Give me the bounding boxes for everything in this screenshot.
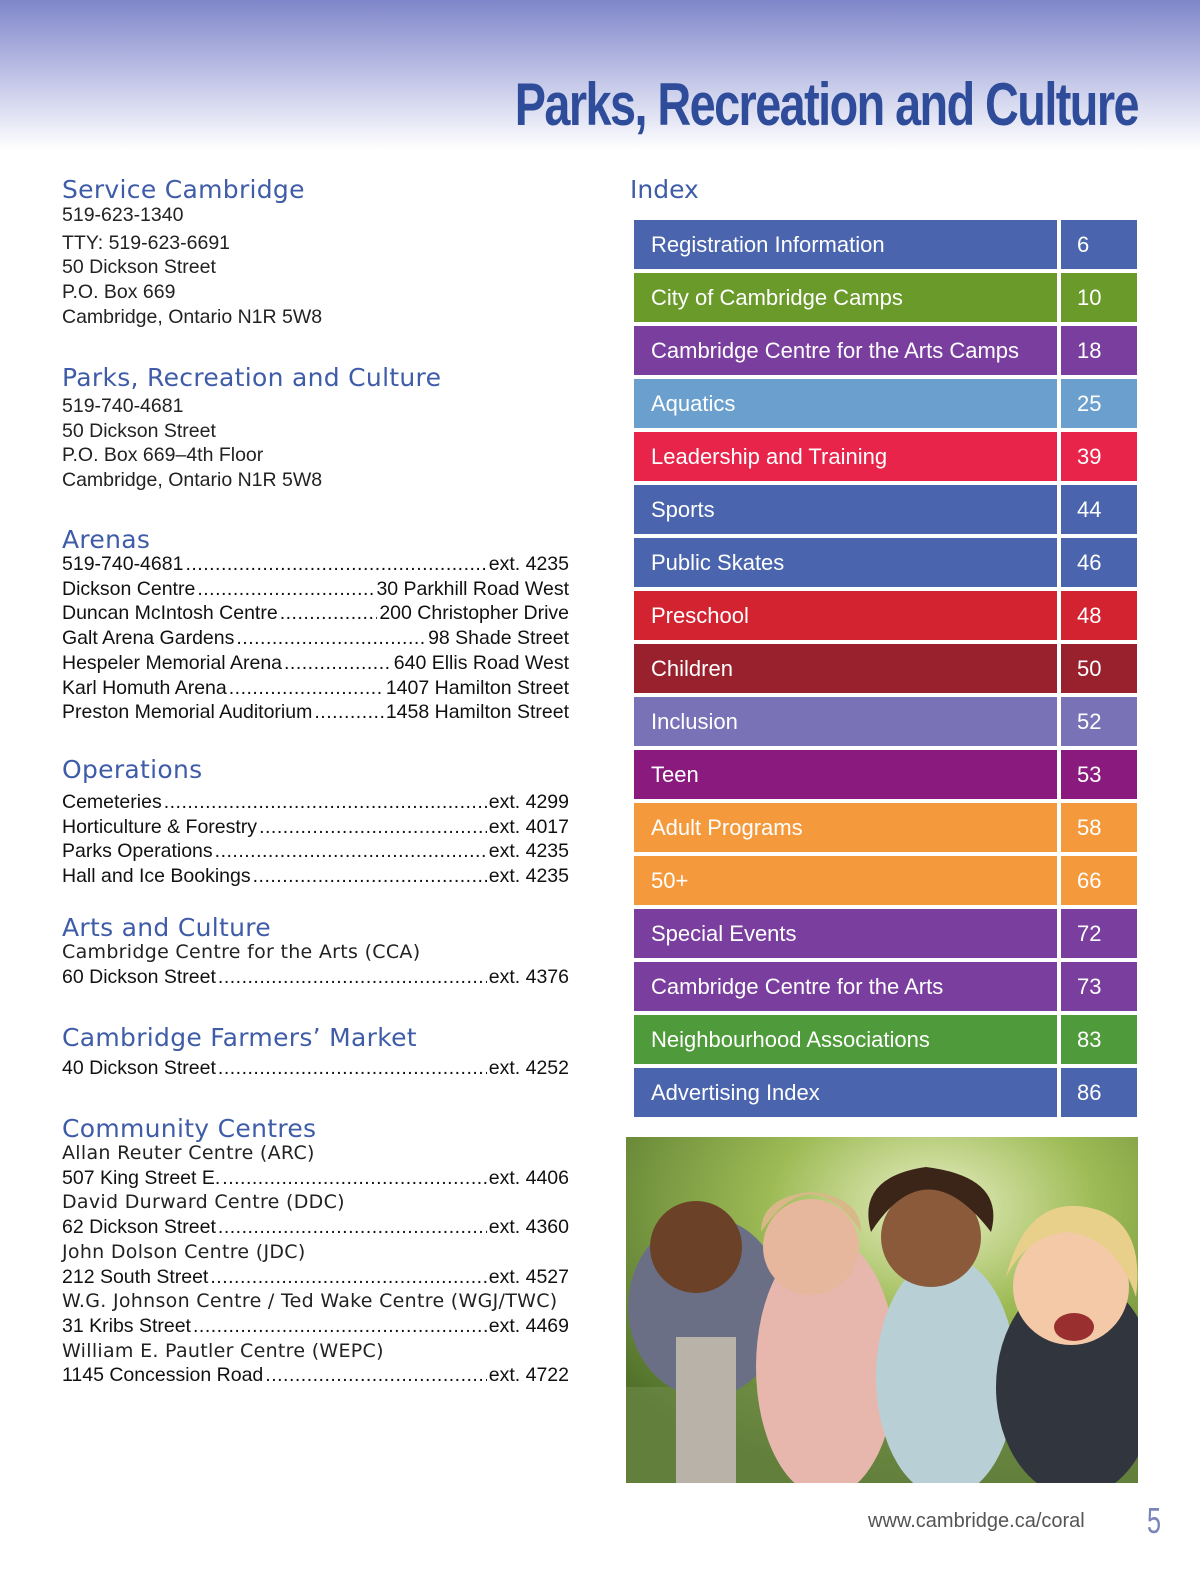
index-item-label: Sports — [634, 485, 1057, 534]
address-line: P.O. Box 669–4th Floor — [62, 444, 264, 467]
section-heading: Arts and Culture — [62, 913, 271, 942]
index-item[interactable] — [634, 803, 1137, 852]
index-item-page: 53 — [1061, 750, 1137, 799]
phone-number: 519-740-4681 — [62, 395, 184, 417]
address-line: 50 Dickson Street — [62, 256, 216, 279]
arts-culture-section — [62, 912, 569, 989]
arena-row: 519-740-4681 ..... ext. 4235 — [62, 552, 569, 577]
index-item-page: 46 — [1061, 538, 1137, 587]
index-item[interactable] — [634, 909, 1137, 958]
index-item-page: 50 — [1061, 644, 1137, 693]
index-item-label: Preschool — [634, 591, 1057, 640]
index-item-label: Public Skates — [634, 538, 1057, 587]
service-cambridge-section — [62, 174, 569, 330]
index-item-page: 10 — [1061, 273, 1137, 322]
section-heading: Community Centres — [62, 1114, 317, 1143]
index-item[interactable] — [634, 538, 1137, 587]
community-centres-section — [62, 1113, 569, 1388]
index-item[interactable] — [634, 644, 1137, 693]
index-item-page: 52 — [1061, 697, 1137, 746]
index-heading: Index — [630, 175, 699, 204]
index-item[interactable] — [634, 591, 1137, 640]
address-line: Cambridge, Ontario N1R 5W8 — [62, 469, 323, 492]
centre-name: David Durward Centre (DDC) — [62, 1191, 345, 1214]
index-item-label: Inclusion — [634, 697, 1057, 746]
index-item-page: 83 — [1061, 1015, 1137, 1064]
address-line: P.O. Box 669 — [62, 281, 176, 304]
index-item[interactable] — [634, 697, 1137, 746]
index-item-label: 50+ — [634, 856, 1057, 905]
parks-recreation-section — [62, 362, 569, 493]
index-item[interactable] — [634, 962, 1137, 1011]
website-url[interactable]: www.cambridge.ca/coral — [868, 1510, 1085, 1532]
index-item-label: Cambridge Centre for the Arts — [634, 962, 1057, 1011]
index-item-label: Adult Programs — [634, 803, 1057, 852]
arena-row: Galt Arena Gardens ..... 98 Shade Street — [62, 626, 569, 651]
section-heading: Arenas — [62, 525, 151, 554]
arenas-section — [62, 524, 569, 725]
index-item[interactable] — [634, 856, 1137, 905]
index-item[interactable] — [634, 485, 1137, 534]
section-heading: Parks, Recreation and Culture — [62, 363, 442, 392]
index-item[interactable] — [634, 1068, 1137, 1117]
index-item[interactable] — [634, 432, 1137, 481]
section-heading: Service Cambridge — [62, 175, 305, 204]
index-item[interactable] — [634, 326, 1137, 375]
centre-row: 507 King Street E. ..... ext. 4406 — [62, 1166, 569, 1191]
index-item[interactable] — [634, 750, 1137, 799]
centre-name: Allan Reuter Centre (ARC) — [62, 1142, 315, 1164]
index-item-page: 44 — [1061, 485, 1137, 534]
index-item-page: 66 — [1061, 856, 1137, 905]
operations-row: Parks Operations ..... ext. 4235 — [62, 839, 569, 864]
index-item-page: 58 — [1061, 803, 1137, 852]
centre-row: 212 South Street ..... ext. 4527 — [62, 1265, 569, 1290]
operations-row: Cemeteries ..... ext. 4299 — [62, 790, 569, 815]
operations-row: Hall and Ice Bookings ..... ext. 4235 — [62, 864, 569, 889]
arena-row: Preston Memorial Auditorium ..... 1458 Hamilton Street — [62, 700, 569, 725]
index-item-page: 6 — [1061, 220, 1137, 269]
operations-section — [62, 754, 569, 889]
index-item-page: 18 — [1061, 326, 1137, 375]
index-item-label: Special Events — [634, 909, 1057, 958]
address-line: 50 Dickson Street — [62, 419, 216, 442]
index-item-label: Cambridge Centre for the Arts Camps — [634, 326, 1057, 375]
index-item-page: 39 — [1061, 432, 1137, 481]
operations-row: Horticulture & Forestry ..... ext. 4017 — [62, 815, 569, 840]
index-item[interactable] — [634, 1015, 1137, 1064]
index-item-label: Neighbourhood Associations — [634, 1015, 1057, 1064]
index-item-page: 86 — [1061, 1068, 1137, 1117]
farmers-market-section — [62, 1022, 569, 1081]
arena-row: Karl Homuth Arena ..... 1407 Hamilton Street — [62, 676, 569, 701]
arts-row: 60 Dickson Street ..... ext. 4376 — [62, 965, 569, 990]
children-photo — [626, 1137, 1138, 1483]
index-item-page: 25 — [1061, 379, 1137, 428]
centre-name: W.G. Johnson Centre / Ted Wake Centre (WGJ/TWC) — [62, 1290, 558, 1313]
centre-name: William E. Pautler Centre (WEPC) — [62, 1339, 384, 1362]
index-item-label: Registration Information — [634, 220, 1057, 269]
arena-row: Dickson Centre ..... 30 Parkhill Road West — [62, 577, 569, 602]
index-list — [634, 220, 1137, 1121]
centre-name: Cambridge Centre for the Arts (CCA) — [62, 941, 421, 963]
index-item-label: Aquatics — [634, 379, 1057, 428]
tty-number: TTY: 519-623-6691 — [62, 231, 231, 254]
index-item[interactable] — [634, 273, 1137, 322]
index-item[interactable] — [634, 220, 1137, 269]
market-row: 40 Dickson Street ..... ext. 4252 — [62, 1056, 569, 1081]
page-title: Parks, Recreation and Culture — [514, 71, 1138, 138]
centre-row: 31 Kribs Street ..... ext. 4469 — [62, 1314, 569, 1339]
index-item-label: Advertising Index — [634, 1068, 1057, 1117]
centre-row: 1145 Concession Road ..... ext. 4722 — [62, 1363, 569, 1388]
index-item-page: 48 — [1061, 591, 1137, 640]
section-heading: Operations — [62, 755, 203, 784]
index-item-page: 72 — [1061, 909, 1137, 958]
index-item[interactable] — [634, 379, 1137, 428]
index-item-label: Children — [634, 644, 1057, 693]
index-item-label: Teen — [634, 750, 1057, 799]
arena-row: Hespeler Memorial Arena ..... 640 Ellis Road West — [62, 651, 569, 676]
index-item-label: City of Cambridge Camps — [634, 273, 1057, 322]
page-number: 5 — [1147, 1500, 1162, 1541]
section-heading: Cambridge Farmers’ Market — [62, 1023, 417, 1052]
index-item-label: Leadership and Training — [634, 432, 1057, 481]
index-item-page: 73 — [1061, 962, 1137, 1011]
phone-number: 519-623-1340 — [62, 204, 184, 226]
centre-name: John Dolson Centre (JDC) — [62, 1240, 306, 1263]
arena-row: Duncan McIntosh Centre ..... 200 Christopher Drive — [62, 601, 569, 626]
address-line: Cambridge, Ontario N1R 5W8 — [62, 305, 323, 328]
centre-row: 62 Dickson Street ..... ext. 4360 — [62, 1215, 569, 1240]
